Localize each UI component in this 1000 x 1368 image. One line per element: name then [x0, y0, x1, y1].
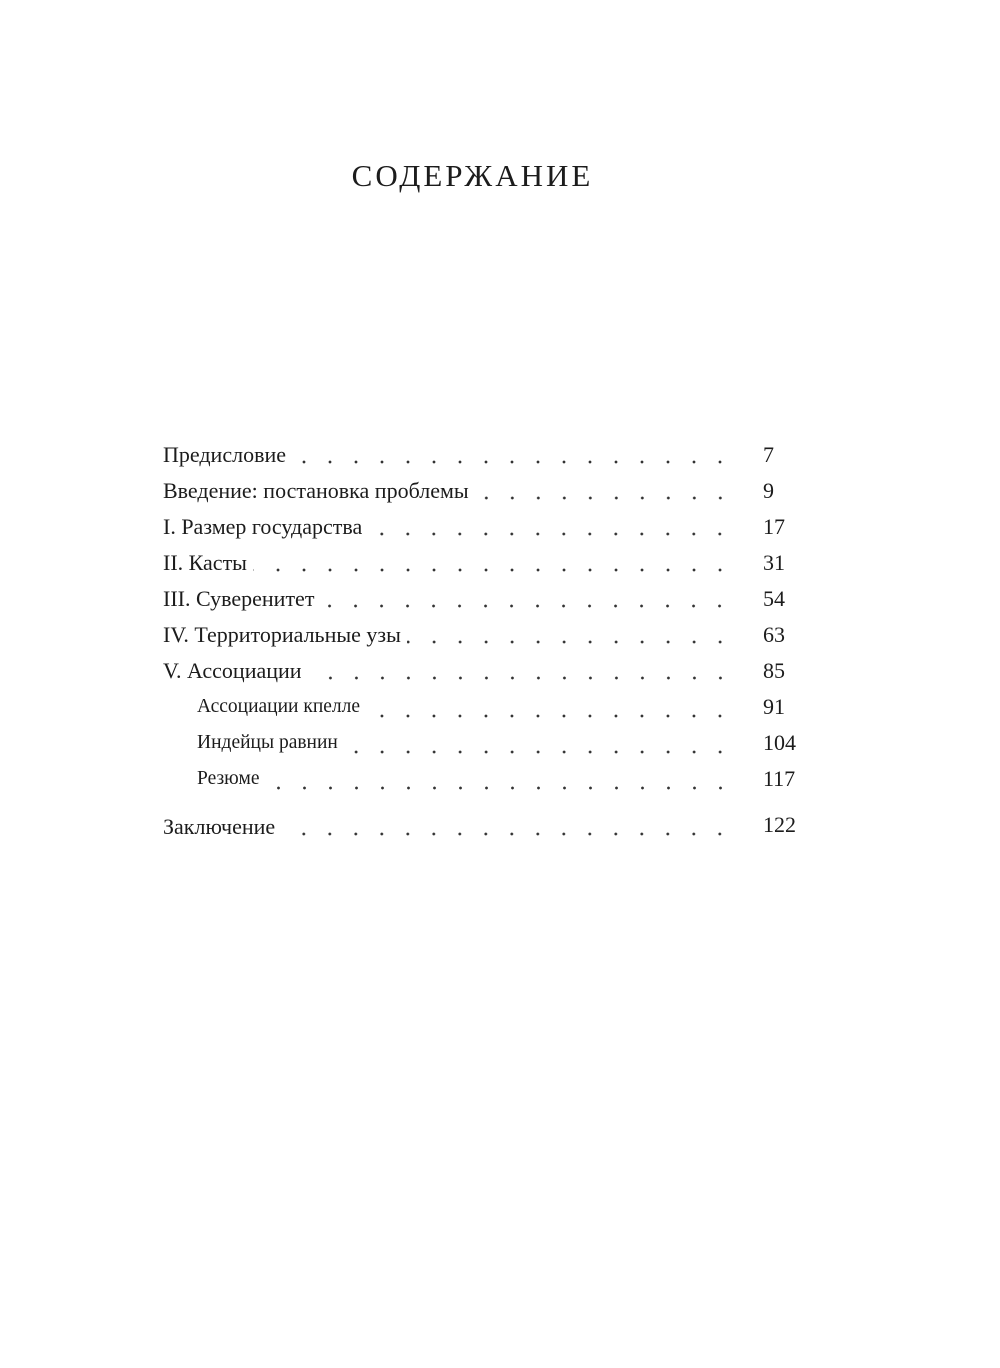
- toc-page-number: 17: [763, 514, 785, 539]
- toc-entry: [163, 442, 733, 472]
- toc-entry: [163, 478, 733, 508]
- dot-leader: [344, 750, 733, 754]
- toc-entry-label: Резюме: [197, 768, 260, 789]
- toc-entry-label: Заключение: [163, 814, 276, 839]
- toc-page-number: 7: [763, 442, 774, 467]
- toc-entry-label: V. Ассоциации: [163, 658, 302, 683]
- toc-entry: [163, 658, 733, 688]
- dot-leader: [368, 532, 733, 536]
- toc-entry-label: III. Суверенитет: [163, 586, 315, 611]
- toc-entry-label: II. Касты: [163, 550, 247, 575]
- toc-entry: [163, 514, 733, 544]
- dot-leader: [366, 714, 733, 718]
- toc-entry: [163, 586, 733, 616]
- page-title: СОДЕРЖАНИЕ: [351, 158, 594, 193]
- toc-entry: [163, 814, 733, 844]
- toc-subentry: [197, 768, 733, 798]
- toc-entry-label: IV. Территориальные узы: [163, 622, 401, 647]
- dot-leader: [292, 460, 733, 464]
- toc-page-number: 31: [763, 550, 785, 575]
- toc-entry-label: Предисловие: [163, 442, 286, 467]
- toc-entry: [163, 550, 733, 580]
- dot-leader: [253, 568, 733, 572]
- toc-page-number: 117: [763, 766, 796, 791]
- dot-leader: [407, 640, 733, 644]
- toc-page-number: 9: [763, 478, 774, 503]
- dot-leader: [308, 676, 733, 680]
- toc-page-number: 91: [763, 694, 785, 719]
- toc-subentry: [197, 696, 733, 726]
- toc-entry-label: Индейцы равнин: [197, 732, 338, 753]
- toc-page-number: 104: [763, 730, 796, 755]
- toc-page-number: 63: [763, 622, 785, 647]
- dot-leader: [281, 832, 733, 836]
- toc-entry-label: Введение: постановка проблемы: [163, 478, 469, 503]
- toc-entry-label: I. Размер государства: [163, 514, 363, 539]
- dot-leader: [320, 604, 733, 608]
- toc-page-number: 122: [763, 812, 796, 837]
- toc-page-number: 54: [763, 586, 785, 611]
- toc-subentry: [197, 732, 733, 762]
- toc-entry: [163, 622, 733, 652]
- toc-page-number: 85: [763, 658, 785, 683]
- dot-leader: [266, 786, 734, 790]
- toc-entry-label: Ассоциации кпелле: [197, 696, 361, 717]
- dot-leader: [475, 496, 733, 500]
